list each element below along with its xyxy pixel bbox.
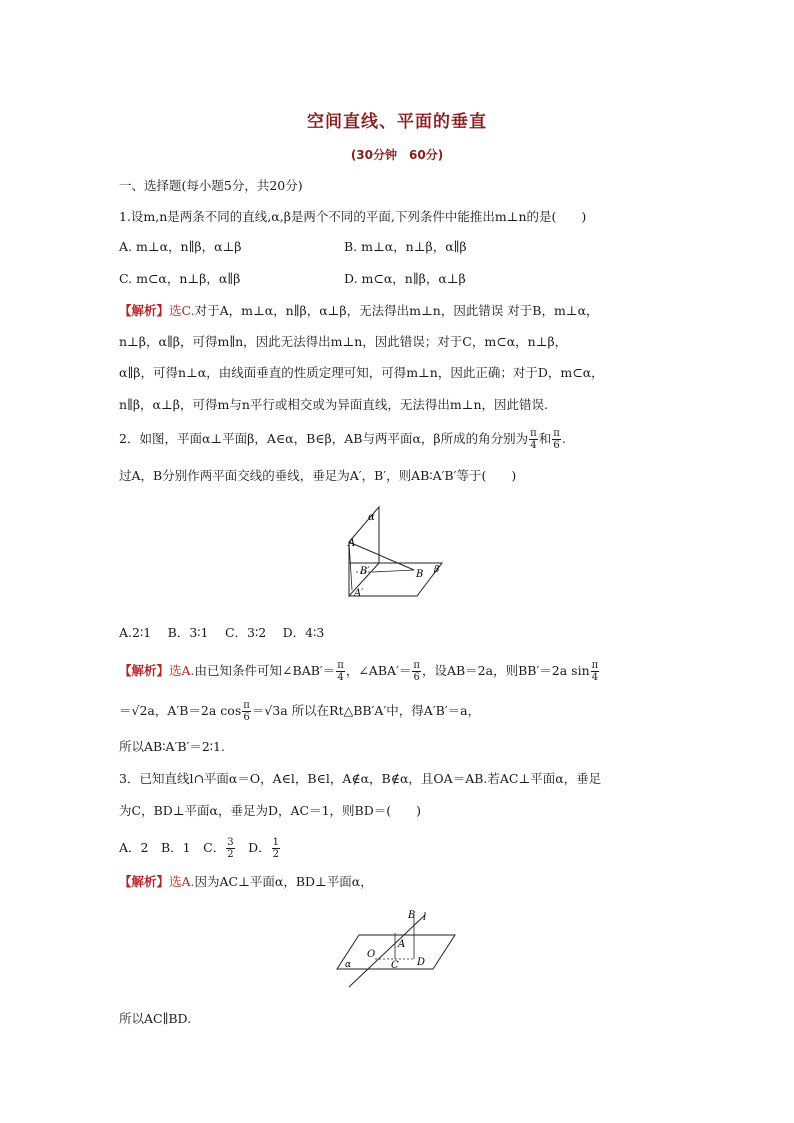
q3-options: A．2 B．1 C． $\frac{3}{2}$ D． $\frac{1}{2}$	[119, 837, 280, 860]
q2-analysis-line-3: 所以AB∶A′B′＝2∶1.	[119, 739, 225, 754]
section-heading: 一、选择题(每小题5分，共20分)	[119, 178, 303, 193]
q3-figure	[335, 905, 465, 993]
q1-analysis-line-3: α∥β，可得n⊥α，由线面垂直的性质定理可知，可得m⊥n，因此正确；对于D，m⊂α，	[119, 365, 604, 380]
q1-option-a: A. m⊥α，n∥β，α⊥β	[119, 239, 242, 254]
page-title: 空间直线、平面的垂直	[307, 112, 487, 132]
q1-pick: 选C.	[169, 303, 195, 318]
q2-analysis-line-1: 【解析】选A.由已知条件可知∠BAB′＝ $\frac{\pi}{4}$ ，∠ABA′＝ $\frac{\pi}{6}$ ，设AB＝2a，则BB′＝2a sin $\frac{\pi}{4}$	[119, 660, 599, 683]
q1-option-d: D. m⊂α，n∥β，α⊥β	[344, 271, 466, 286]
q1-option-b: B. m⊥α，n⊥β，α∥β	[344, 239, 467, 254]
label-d: D	[417, 957, 426, 968]
label-c: C	[391, 960, 399, 971]
q1-analysis-line-1: 【解析】选C.对于A，m⊥α，n∥β，α⊥β，无法得出m⊥n，因此错误 对于B，m⊥α，	[119, 303, 599, 318]
q2-pick: 选A.	[169, 663, 195, 678]
label-b: B	[408, 910, 416, 921]
q2-analysis-line-2: ＝√2a，A′B＝2a cos $\frac{\pi}{6}$ ＝√3a 所以在Rt△BB′A′中，得A′B′＝a，	[119, 700, 481, 723]
q1-stem: 1.设m,n是两条不同的直线,α,β是两个不同的平面,下列条件中能推出m⊥n的是( )	[119, 209, 587, 224]
q1-analysis-line-2: n⊥β，α∥β，可得m∥n，因此无法得出m⊥n，因此错误；对于C，m⊂α，n⊥β，	[119, 334, 568, 349]
q1-option-c: C. m⊂α，n⊥β，α∥β	[119, 271, 241, 286]
segment-ab	[349, 542, 414, 570]
fraction-one-half: $\frac{1}{2}$	[272, 837, 280, 860]
fraction-pi-over-6: $\frac{\pi}{6}$	[553, 428, 560, 451]
q1-analysis-line-4: n∥β，α⊥β，可得m与n平行或相交或为异面直线，无法得出m⊥n，因此错误.	[119, 397, 549, 412]
segment-bb1	[373, 570, 414, 572]
q3-stem-line-2: 为C，BD⊥平面α，垂足为D，AC＝1，则BD＝( )	[119, 803, 421, 818]
q3-stem-line-1: 3．已知直线l∩平面α＝O，A∈l，B∈l，A∉α，B∉α，且OA＝AB.若AC⊥平面α，垂足	[119, 771, 602, 786]
label-beta: β	[434, 565, 440, 575]
label-a: A	[348, 538, 356, 549]
label-b: B	[416, 569, 424, 580]
q3-pick: 选A.	[169, 874, 195, 889]
q2-figure	[330, 500, 470, 605]
fraction-pi-over-4: $\frac{\pi}{4}$	[530, 428, 537, 451]
page-subtitle: (30分钟 60分)	[350, 148, 444, 162]
q3-conclusion: 所以AC∥BD.	[119, 1011, 192, 1026]
fraction-three-halves: $\frac{3}{2}$	[227, 837, 234, 860]
label-alpha: α	[368, 512, 375, 523]
q3-analysis: 【解析】选A.因为AC⊥平面α，BD⊥平面α，	[119, 874, 373, 889]
q2-stem-line-2: 过A，B分别作两平面交线的垂线，垂足为A′，B′，则AB∶A′B′等于( )	[119, 468, 517, 483]
label-a: A	[398, 939, 406, 950]
label-l: l	[423, 912, 427, 923]
q2-options: A.2∶1 B．3∶1 C．3∶2 D．4∶3	[119, 625, 325, 640]
analysis-tag: 【解析】	[119, 303, 170, 318]
label-b-prime: B′	[360, 566, 370, 577]
q2-stem-line-1: 2．如图，平面α⊥平面β，A∈α，B∈β，AB与两平面α，β所成的角分别为 $\frac{\pi}{4}$ 和 $\frac{\pi}{6}$ .	[119, 428, 566, 451]
label-a-prime: A′	[354, 588, 364, 599]
label-o: O	[367, 949, 376, 960]
label-alpha: α	[345, 960, 352, 970]
